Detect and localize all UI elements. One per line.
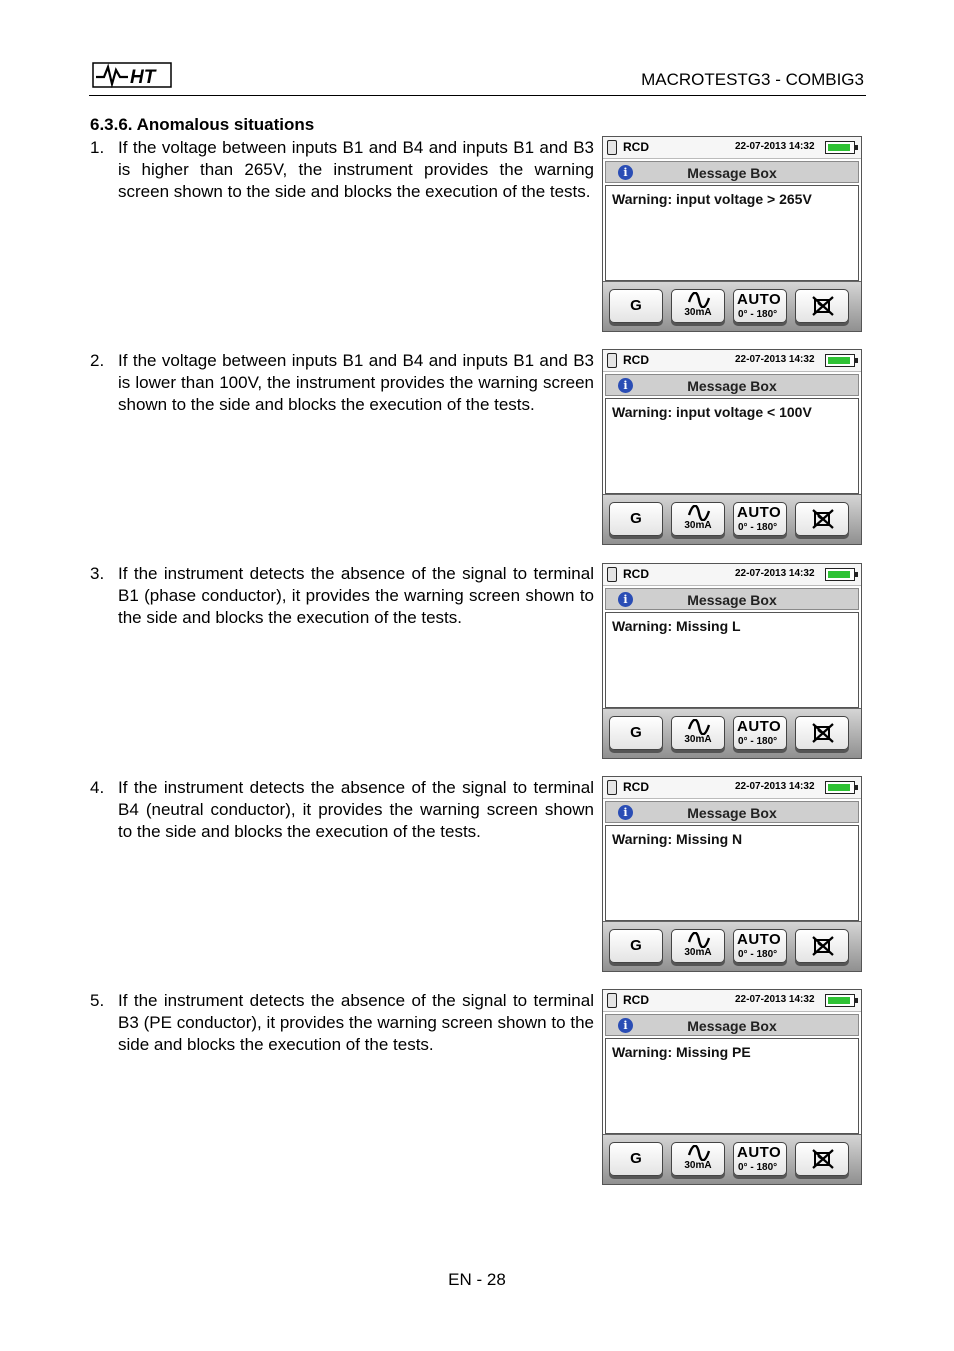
status-bar [603, 777, 861, 799]
item-text: If the instrument detects the absence of the signal to terminal B3 (PE conductor), it provides the warning screen shown to the side and blocks the execution of the tests. [118, 991, 594, 1054]
page-number: EN - 28 [448, 1270, 506, 1289]
info-icon: i [618, 1018, 633, 1033]
status-bar [603, 137, 861, 159]
buzzer-toggle-button[interactable] [795, 289, 849, 323]
message-box-title: Message Box [687, 1018, 777, 1034]
clamp-icon [607, 993, 617, 1008]
clamp-icon [607, 140, 617, 155]
current-button[interactable]: 30mA [671, 929, 725, 963]
message-box-title: Message Box [687, 378, 777, 394]
item-text: If the voltage between inputs B1 and B4 and inputs B1 and B3 is lower than 100V, the instrument provides the warning screen shown to the side and blocks the execution of the tests. [118, 351, 594, 414]
sine-wave-icon [687, 292, 711, 308]
list-item [90, 350, 594, 440]
softkey-bar [603, 708, 861, 758]
item-number: 1. [90, 138, 105, 157]
buzzer-off-icon [811, 722, 835, 744]
item-number: 3. [90, 564, 105, 583]
battery-icon [825, 141, 855, 154]
message-box-header [605, 588, 859, 610]
current-button[interactable]: 30mA [671, 1142, 725, 1176]
instrument-screen [602, 563, 862, 759]
mode-label: RCD [623, 780, 649, 794]
datetime: 22-07-2013 14:32 [735, 354, 815, 365]
warning-message: Warning: input voltage > 265V [612, 191, 812, 207]
warning-message: Warning: Missing N [612, 831, 743, 847]
mode-label: RCD [623, 993, 649, 1007]
section-title: 6.3.6. Anomalous situations [90, 115, 315, 134]
instrument-screen [602, 349, 862, 545]
battery-icon [825, 568, 855, 581]
buzzer-off-icon [811, 508, 835, 530]
softkey-bar [603, 281, 861, 331]
datetime: 22-07-2013 14:32 [735, 994, 815, 1005]
list-item [90, 563, 594, 653]
status-bar [603, 990, 861, 1012]
document-title: MACROTESTG3 - COMBIG3 [641, 70, 864, 89]
message-area [605, 612, 859, 708]
instrument-screen [602, 776, 862, 972]
buzzer-off-icon [811, 295, 835, 317]
datetime: 22-07-2013 14:32 [735, 568, 815, 579]
warning-message: Warning: Missing PE [612, 1044, 751, 1060]
softkey-bar [603, 921, 861, 971]
message-area [605, 398, 859, 494]
datetime: 22-07-2013 14:32 [735, 781, 815, 792]
auto-angle-button[interactable]: AUTO 0° - 180° [733, 929, 787, 963]
item-text: If the instrument detects the absence of the signal to terminal B4 (neutral conductor), it provides the warning screen shown to the side and blocks the execution of the tests. [118, 778, 594, 841]
datetime: 22-07-2013 14:32 [735, 141, 815, 152]
info-icon: i [618, 805, 633, 820]
g-button[interactable]: G [609, 929, 663, 963]
softkey-bar [603, 494, 861, 544]
buzzer-toggle-button[interactable] [795, 929, 849, 963]
clamp-icon [607, 353, 617, 368]
auto-angle-button[interactable]: AUTO 0° - 180° [733, 289, 787, 323]
g-button[interactable]: G [609, 1142, 663, 1176]
message-box-header [605, 374, 859, 396]
warning-message: Warning: Missing L [612, 618, 741, 634]
brand-text: HT [130, 67, 156, 88]
g-button[interactable]: G [609, 289, 663, 323]
ht-logo-icon [92, 62, 172, 88]
instrument-screen [602, 136, 862, 332]
sine-wave-icon [687, 932, 711, 948]
message-area [605, 825, 859, 921]
message-box-title: Message Box [687, 805, 777, 821]
item-text: If the voltage between inputs B1 and B4 and inputs B1 and B3 is higher than 265V, the instrument provides the warning screen shown to the side and blocks the execution of the tests. [118, 138, 594, 201]
battery-icon [825, 781, 855, 794]
buzzer-toggle-button[interactable] [795, 1142, 849, 1176]
current-button[interactable]: 30mA [671, 502, 725, 536]
message-box-header [605, 161, 859, 183]
status-bar [603, 350, 861, 372]
message-area [605, 1038, 859, 1134]
g-button[interactable]: G [609, 716, 663, 750]
item-text: If the instrument detects the absence of the signal to terminal B1 (phase conductor), it provides the warning screen shown to the side and blocks the execution of the tests. [118, 564, 594, 627]
sine-wave-icon [687, 505, 711, 521]
clamp-icon [607, 780, 617, 795]
buzzer-off-icon [811, 935, 835, 957]
message-box-title: Message Box [687, 165, 777, 181]
item-number: 5. [90, 991, 105, 1010]
info-icon: i [618, 592, 633, 607]
sine-wave-icon [687, 1145, 711, 1161]
message-box-header [605, 1014, 859, 1036]
instrument-screen [602, 989, 862, 1185]
status-bar [603, 564, 861, 586]
auto-angle-button[interactable]: AUTO 0° - 180° [733, 1142, 787, 1176]
softkey-bar [603, 1134, 861, 1184]
list-item [90, 777, 594, 867]
page-header [89, 58, 866, 96]
item-number: 4. [90, 778, 105, 797]
warning-message: Warning: input voltage < 100V [612, 404, 812, 420]
auto-angle-button[interactable]: AUTO 0° - 180° [733, 716, 787, 750]
mode-label: RCD [623, 567, 649, 581]
current-button[interactable]: 30mA [671, 289, 725, 323]
item-number: 2. [90, 351, 105, 370]
buzzer-toggle-button[interactable] [795, 716, 849, 750]
message-box-header [605, 801, 859, 823]
info-icon: i [618, 378, 633, 393]
info-icon: i [618, 165, 633, 180]
g-button[interactable]: G [609, 502, 663, 536]
message-box-title: Message Box [687, 592, 777, 608]
buzzer-off-icon [811, 1148, 835, 1170]
message-area [605, 185, 859, 281]
clamp-icon [607, 567, 617, 582]
auto-angle-button[interactable]: AUTO 0° - 180° [733, 502, 787, 536]
sine-wave-icon [687, 719, 711, 735]
mode-label: RCD [623, 140, 649, 154]
current-button[interactable]: 30mA [671, 716, 725, 750]
buzzer-toggle-button[interactable] [795, 502, 849, 536]
mode-label: RCD [623, 353, 649, 367]
battery-icon [825, 994, 855, 1007]
list-item [90, 137, 594, 227]
battery-icon [825, 354, 855, 367]
list-item [90, 990, 594, 1080]
